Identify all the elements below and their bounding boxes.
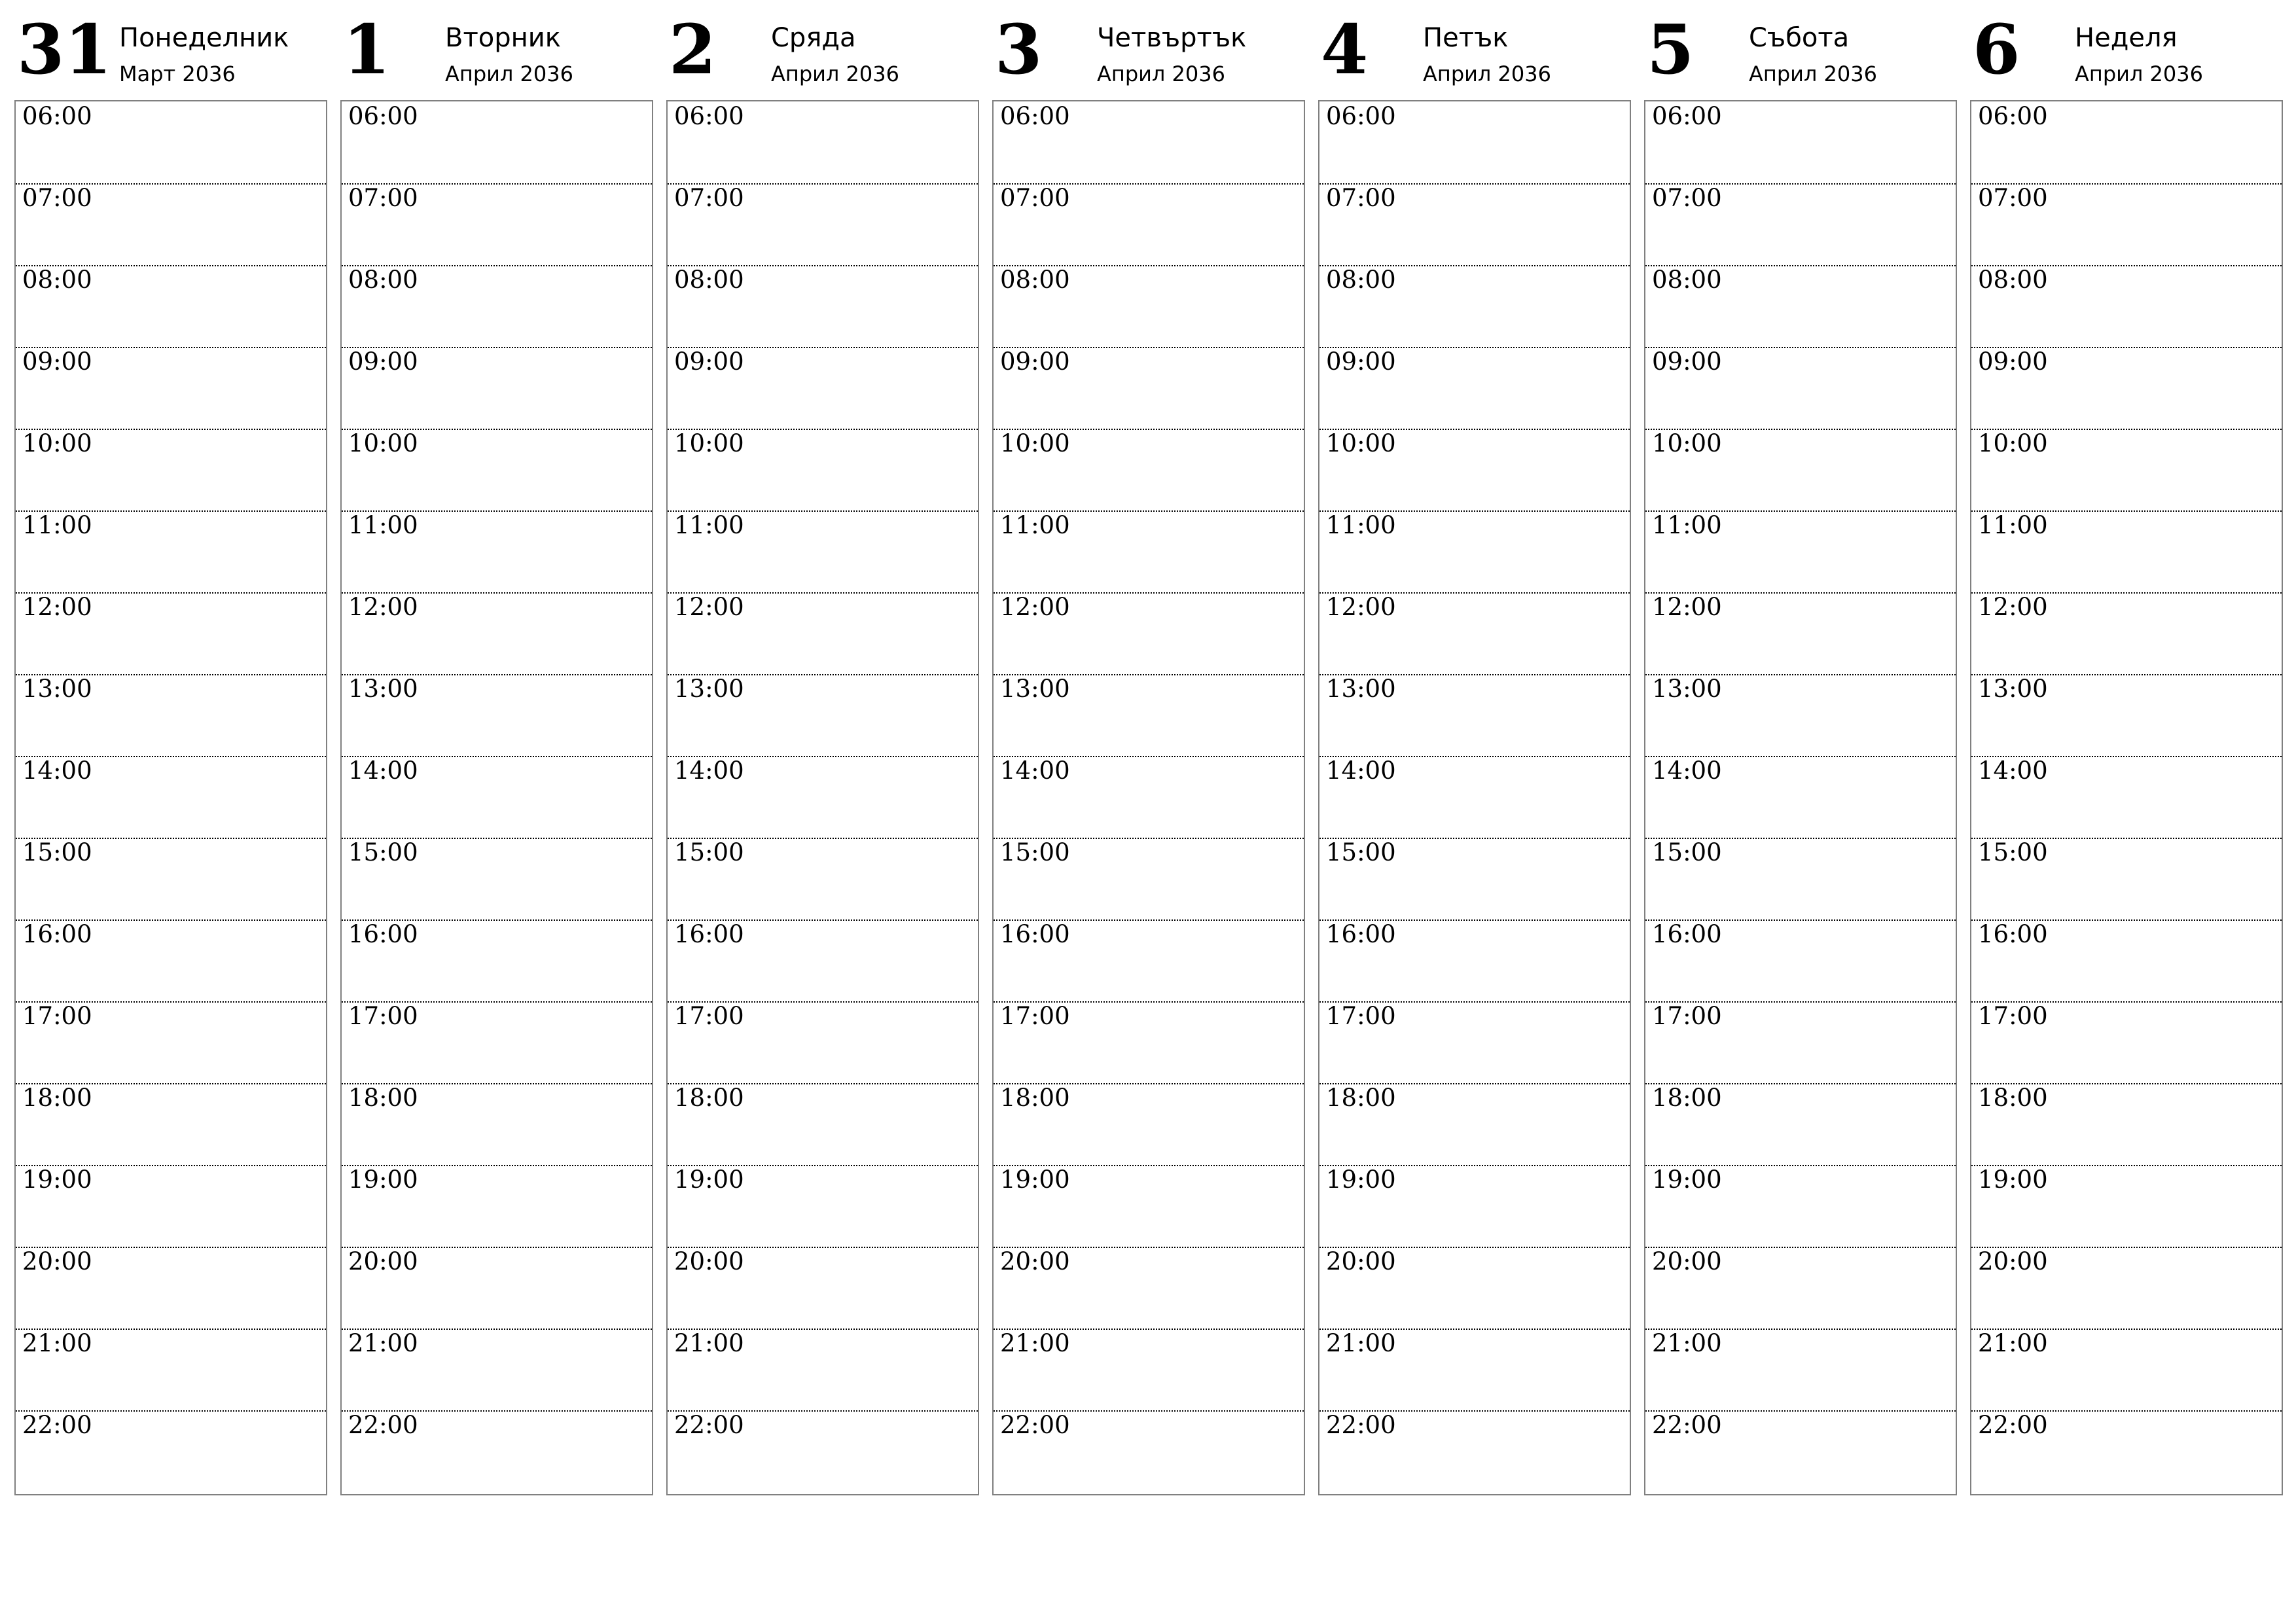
hour-slot[interactable] [994, 347, 1304, 430]
hour-slot[interactable] [342, 1247, 652, 1330]
hour-slot[interactable] [1645, 1410, 1956, 1492]
hour-label: 13:00 [1978, 675, 2048, 703]
hour-slot[interactable] [668, 1247, 978, 1330]
hour-slot[interactable] [1645, 756, 1956, 839]
hour-slot[interactable] [994, 1247, 1304, 1330]
hour-label: 12:00 [1326, 593, 1396, 621]
day-column [340, 0, 653, 1439]
hour-label: 16:00 [1978, 920, 2048, 948]
hour-label: 22:00 [1978, 1411, 2048, 1439]
hour-slots-box [14, 100, 327, 1495]
hour-label: 09:00 [1326, 348, 1396, 376]
hour-label: 12:00 [1652, 593, 1722, 621]
hour-label: 11:00 [1000, 511, 1070, 539]
hour-slot[interactable] [1971, 429, 2282, 512]
day-header [1644, 0, 1957, 100]
hour-slot[interactable] [994, 183, 1304, 266]
hour-slot[interactable] [1645, 919, 1956, 1003]
hour-label: 14:00 [1000, 757, 1070, 785]
hour-slot[interactable] [16, 265, 326, 348]
hour-slot[interactable] [342, 183, 652, 266]
hour-label: 11:00 [674, 511, 744, 539]
hour-label: 09:00 [674, 348, 744, 376]
hour-label: 08:00 [1326, 266, 1396, 294]
hour-slot[interactable] [994, 756, 1304, 839]
hour-slot[interactable] [1645, 101, 1956, 185]
hour-label: 09:00 [1652, 348, 1722, 376]
hour-label: 08:00 [22, 266, 92, 294]
hour-label: 19:00 [348, 1166, 418, 1194]
hour-label: 09:00 [22, 348, 92, 376]
hour-slot[interactable] [994, 1410, 1304, 1492]
hour-slot[interactable] [1319, 592, 1630, 675]
hour-label: 15:00 [1000, 838, 1070, 866]
hour-slot[interactable] [16, 1083, 326, 1166]
hour-slot[interactable] [16, 674, 326, 757]
hour-label: 09:00 [348, 348, 418, 376]
hour-slot[interactable] [994, 510, 1304, 594]
hour-slot[interactable] [994, 429, 1304, 512]
hour-label: 07:00 [348, 184, 418, 212]
hour-label: 21:00 [674, 1329, 744, 1357]
hour-slot[interactable] [668, 347, 978, 430]
hour-label: 08:00 [348, 266, 418, 294]
hour-slot[interactable] [1971, 1165, 2282, 1248]
hour-label: 17:00 [22, 1002, 92, 1030]
hour-slot[interactable] [342, 347, 652, 430]
hour-slot[interactable] [1971, 347, 2282, 430]
hour-slot[interactable] [668, 1165, 978, 1248]
hour-label: 21:00 [1000, 1329, 1070, 1357]
hour-slot[interactable] [1971, 756, 2282, 839]
day-header [1318, 0, 1631, 100]
hour-label: 13:00 [1000, 675, 1070, 703]
day-number: 3 [995, 9, 1043, 90]
hour-label: 06:00 [1326, 102, 1396, 130]
hour-slot[interactable] [16, 1001, 326, 1084]
month-year: Април 2036 [445, 62, 573, 86]
weekday-name: Неделя [2075, 23, 2178, 53]
hour-label: 18:00 [1326, 1084, 1396, 1112]
hour-label: 10:00 [674, 429, 744, 457]
month-year: Април 2036 [1749, 62, 1877, 86]
hour-label: 12:00 [674, 593, 744, 621]
day-number: 1 [343, 9, 391, 90]
hour-label: 07:00 [1326, 184, 1396, 212]
hour-slot[interactable] [994, 674, 1304, 757]
day-header [992, 0, 1305, 100]
hour-label: 20:00 [1326, 1247, 1396, 1275]
hour-slot[interactable] [1645, 592, 1956, 675]
hour-slot[interactable] [1319, 101, 1630, 185]
hour-label: 16:00 [674, 920, 744, 948]
hour-label: 10:00 [22, 429, 92, 457]
hour-slot[interactable] [16, 919, 326, 1003]
hour-label: 10:00 [1978, 429, 2048, 457]
hour-slot[interactable] [668, 265, 978, 348]
hour-label: 15:00 [348, 838, 418, 866]
hour-label: 21:00 [1978, 1329, 2048, 1357]
hour-slot[interactable] [1645, 1001, 1956, 1084]
hour-label: 11:00 [1652, 511, 1722, 539]
hour-slot[interactable] [1319, 919, 1630, 1003]
day-header [340, 0, 653, 100]
hour-slot[interactable] [668, 592, 978, 675]
hour-slot[interactable] [1971, 1001, 2282, 1084]
hour-slot[interactable] [668, 510, 978, 594]
hour-label: 06:00 [348, 102, 418, 130]
hour-slot[interactable] [994, 1083, 1304, 1166]
hour-slot[interactable] [1971, 183, 2282, 266]
hour-label: 13:00 [1326, 675, 1396, 703]
hour-slot[interactable] [994, 592, 1304, 675]
day-number: 5 [1647, 9, 1695, 90]
hour-label: 19:00 [674, 1166, 744, 1194]
hour-label: 15:00 [674, 838, 744, 866]
hour-label: 07:00 [1000, 184, 1070, 212]
day-column [14, 0, 327, 1439]
hour-slot[interactable] [1645, 429, 1956, 512]
weekday-name: Понеделник [119, 23, 289, 53]
hour-label: 06:00 [22, 102, 92, 130]
hour-label: 10:00 [1652, 429, 1722, 457]
hour-label: 12:00 [1978, 593, 2048, 621]
hour-slot[interactable] [1319, 1329, 1630, 1412]
hour-label: 06:00 [1000, 102, 1070, 130]
hour-label: 15:00 [1652, 838, 1722, 866]
hour-slot[interactable] [16, 1247, 326, 1330]
hour-label: 20:00 [22, 1247, 92, 1275]
day-column [1970, 0, 2283, 1439]
hour-label: 17:00 [1000, 1002, 1070, 1030]
hour-label: 20:00 [1000, 1247, 1070, 1275]
hour-slot[interactable] [16, 429, 326, 512]
hour-slot[interactable] [668, 1329, 978, 1412]
hour-label: 18:00 [348, 1084, 418, 1112]
hour-slot[interactable] [1971, 1083, 2282, 1166]
hour-label: 21:00 [1326, 1329, 1396, 1357]
hour-label: 15:00 [1978, 838, 2048, 866]
day-header [1970, 0, 2283, 100]
hour-label: 18:00 [1000, 1084, 1070, 1112]
hour-label: 07:00 [1978, 184, 2048, 212]
hour-slot[interactable] [1645, 510, 1956, 594]
hour-slot[interactable] [342, 838, 652, 921]
hour-label: 07:00 [674, 184, 744, 212]
hour-slot[interactable] [668, 1410, 978, 1492]
hour-label: 12:00 [22, 593, 92, 621]
hour-label: 08:00 [674, 266, 744, 294]
hour-label: 06:00 [1978, 102, 2048, 130]
hour-slot[interactable] [994, 101, 1304, 185]
hour-label: 10:00 [348, 429, 418, 457]
hour-label: 11:00 [1326, 511, 1396, 539]
hour-slot[interactable] [1971, 265, 2282, 348]
hour-label: 20:00 [348, 1247, 418, 1275]
hour-label: 17:00 [1978, 1002, 2048, 1030]
day-number: 4 [1321, 9, 1369, 90]
weekday-name: Събота [1749, 23, 1850, 53]
hour-slot[interactable] [1645, 1165, 1956, 1248]
hour-slot[interactable] [1319, 510, 1630, 594]
hour-slot[interactable] [1319, 1001, 1630, 1084]
hour-label: 16:00 [22, 920, 92, 948]
hour-label: 18:00 [22, 1084, 92, 1112]
hour-slot[interactable] [342, 592, 652, 675]
month-year: Април 2036 [771, 62, 899, 86]
hour-label: 14:00 [348, 757, 418, 785]
hour-slot[interactable] [1645, 1083, 1956, 1166]
day-column [666, 0, 979, 1439]
hour-slot[interactable] [994, 265, 1304, 348]
hour-slot[interactable] [342, 101, 652, 185]
hour-slot[interactable] [1645, 838, 1956, 921]
hour-slot[interactable] [1319, 429, 1630, 512]
hour-slots-box [992, 100, 1305, 1495]
hour-label: 21:00 [348, 1329, 418, 1357]
hour-slot[interactable] [1319, 1083, 1630, 1166]
hour-slot[interactable] [994, 919, 1304, 1003]
hour-label: 19:00 [1978, 1166, 2048, 1194]
month-year: Април 2036 [1097, 62, 1225, 86]
hour-label: 20:00 [1652, 1247, 1722, 1275]
hour-slot[interactable] [342, 1001, 652, 1084]
hour-label: 18:00 [674, 1084, 744, 1112]
hour-slot[interactable] [16, 838, 326, 921]
hour-label: 14:00 [1652, 757, 1722, 785]
hour-slot[interactable] [1319, 265, 1630, 348]
hour-slot[interactable] [16, 1329, 326, 1412]
hour-label: 06:00 [674, 102, 744, 130]
hour-label: 17:00 [674, 1002, 744, 1030]
hour-slot[interactable] [16, 1165, 326, 1248]
hour-label: 17:00 [348, 1002, 418, 1030]
hour-label: 21:00 [22, 1329, 92, 1357]
hour-label: 13:00 [1652, 675, 1722, 703]
hour-label: 11:00 [22, 511, 92, 539]
hour-slot[interactable] [16, 1410, 326, 1492]
hour-label: 22:00 [674, 1411, 744, 1439]
hour-label: 09:00 [1978, 348, 2048, 376]
hour-label: 21:00 [1652, 1329, 1722, 1357]
hour-slot[interactable] [342, 1329, 652, 1412]
hour-label: 15:00 [22, 838, 92, 866]
hour-slot[interactable] [1645, 183, 1956, 266]
hour-label: 12:00 [348, 593, 418, 621]
weekday-name: Сряда [771, 23, 856, 53]
hour-slot[interactable] [1319, 1165, 1630, 1248]
hour-label: 18:00 [1652, 1084, 1722, 1112]
day-header [666, 0, 979, 100]
hour-slot[interactable] [16, 756, 326, 839]
hour-slot[interactable] [668, 919, 978, 1003]
weekday-name: Петък [1423, 23, 1509, 53]
day-column [992, 0, 1305, 1439]
hour-slot[interactable] [668, 838, 978, 921]
hour-slot[interactable] [668, 674, 978, 757]
hour-label: 12:00 [1000, 593, 1070, 621]
day-header [14, 0, 327, 100]
hour-slot[interactable] [994, 838, 1304, 921]
hour-slot[interactable] [1971, 838, 2282, 921]
hour-slot[interactable] [1971, 510, 2282, 594]
hour-slot[interactable] [342, 265, 652, 348]
hour-slot[interactable] [1971, 592, 2282, 675]
hour-slot[interactable] [1645, 265, 1956, 348]
hour-slot[interactable] [1319, 756, 1630, 839]
hour-slot[interactable] [342, 919, 652, 1003]
hour-slot[interactable] [994, 1001, 1304, 1084]
hour-label: 06:00 [1652, 102, 1722, 130]
hour-label: 08:00 [1000, 266, 1070, 294]
hour-slot[interactable] [16, 347, 326, 430]
day-number: 2 [669, 9, 717, 90]
hour-slot[interactable] [342, 1165, 652, 1248]
hour-label: 14:00 [22, 757, 92, 785]
day-number: 6 [1973, 9, 2020, 90]
hour-slot[interactable] [16, 592, 326, 675]
day-number: 31 [17, 9, 112, 90]
hour-label: 19:00 [1000, 1166, 1070, 1194]
hour-slot[interactable] [1319, 674, 1630, 757]
hour-slot[interactable] [1971, 101, 2282, 185]
month-year: Март 2036 [119, 62, 236, 86]
hour-label: 22:00 [348, 1411, 418, 1439]
hour-slot[interactable] [668, 1083, 978, 1166]
hour-slot[interactable] [1645, 1247, 1956, 1330]
weekday-name: Вторник [445, 23, 561, 53]
hour-label: 10:00 [1000, 429, 1070, 457]
hour-slot[interactable] [342, 510, 652, 594]
hour-label: 14:00 [1978, 757, 2048, 785]
hour-label: 15:00 [1326, 838, 1396, 866]
hour-slots-box [1318, 100, 1631, 1495]
hour-label: 14:00 [674, 757, 744, 785]
hour-slot[interactable] [1971, 1410, 2282, 1492]
hour-slot[interactable] [668, 101, 978, 185]
weekday-name: Четвъртък [1097, 23, 1247, 53]
hour-label: 07:00 [22, 184, 92, 212]
hour-label: 22:00 [1000, 1411, 1070, 1439]
hour-slot[interactable] [1319, 838, 1630, 921]
hour-slot[interactable] [16, 101, 326, 185]
hour-label: 20:00 [1978, 1247, 2048, 1275]
hour-label: 13:00 [348, 675, 418, 703]
day-column [1644, 0, 1957, 1439]
hour-label: 19:00 [1652, 1166, 1722, 1194]
hour-slots-box [1970, 100, 2283, 1495]
hour-slot[interactable] [668, 1001, 978, 1084]
hour-label: 16:00 [1652, 920, 1722, 948]
hour-slot[interactable] [1971, 1247, 2282, 1330]
hour-label: 17:00 [1652, 1002, 1722, 1030]
month-year: Април 2036 [2075, 62, 2203, 86]
hour-label: 09:00 [1000, 348, 1070, 376]
hour-slot[interactable] [1971, 674, 2282, 757]
hour-slot[interactable] [1971, 919, 2282, 1003]
hour-slot[interactable] [342, 756, 652, 839]
hour-label: 16:00 [1000, 920, 1070, 948]
hour-label: 11:00 [1978, 511, 2048, 539]
hour-slot[interactable] [1319, 1247, 1630, 1330]
hour-label: 16:00 [348, 920, 418, 948]
hour-slot[interactable] [1319, 347, 1630, 430]
hour-slot[interactable] [1319, 1410, 1630, 1492]
hour-slot[interactable] [1971, 1329, 2282, 1412]
hour-slots-box [340, 100, 653, 1495]
hour-label: 07:00 [1652, 184, 1722, 212]
hour-label: 08:00 [1978, 266, 2048, 294]
hour-label: 22:00 [1326, 1411, 1396, 1439]
hour-label: 20:00 [674, 1247, 744, 1275]
hour-slot[interactable] [994, 1165, 1304, 1248]
hour-label: 14:00 [1326, 757, 1396, 785]
hour-label: 22:00 [1652, 1411, 1722, 1439]
hour-label: 17:00 [1326, 1002, 1396, 1030]
hour-slot[interactable] [994, 1329, 1304, 1412]
hour-label: 19:00 [22, 1166, 92, 1194]
hour-slot[interactable] [668, 429, 978, 512]
hour-slot[interactable] [668, 183, 978, 266]
hour-slot[interactable] [1645, 674, 1956, 757]
hour-slot[interactable] [16, 183, 326, 266]
hour-slots-box [666, 100, 979, 1495]
hour-slot[interactable] [1645, 1329, 1956, 1412]
hour-label: 18:00 [1978, 1084, 2048, 1112]
hour-slot[interactable] [342, 674, 652, 757]
hour-slot[interactable] [1319, 183, 1630, 266]
day-column [1318, 0, 1631, 1439]
hour-label: 19:00 [1326, 1166, 1396, 1194]
month-year: Април 2036 [1423, 62, 1551, 86]
hour-slot[interactable] [342, 429, 652, 512]
hour-label: 22:00 [22, 1411, 92, 1439]
hour-label: 13:00 [674, 675, 744, 703]
hour-slots-box [1644, 100, 1957, 1495]
hour-label: 11:00 [348, 511, 418, 539]
hour-slot[interactable] [16, 510, 326, 594]
hour-label: 16:00 [1326, 920, 1396, 948]
hour-slot[interactable] [668, 756, 978, 839]
hour-slot[interactable] [342, 1083, 652, 1166]
hour-label: 13:00 [22, 675, 92, 703]
hour-label: 08:00 [1652, 266, 1722, 294]
hour-slot[interactable] [342, 1410, 652, 1492]
hour-slot[interactable] [1645, 347, 1956, 430]
hour-label: 10:00 [1326, 429, 1396, 457]
